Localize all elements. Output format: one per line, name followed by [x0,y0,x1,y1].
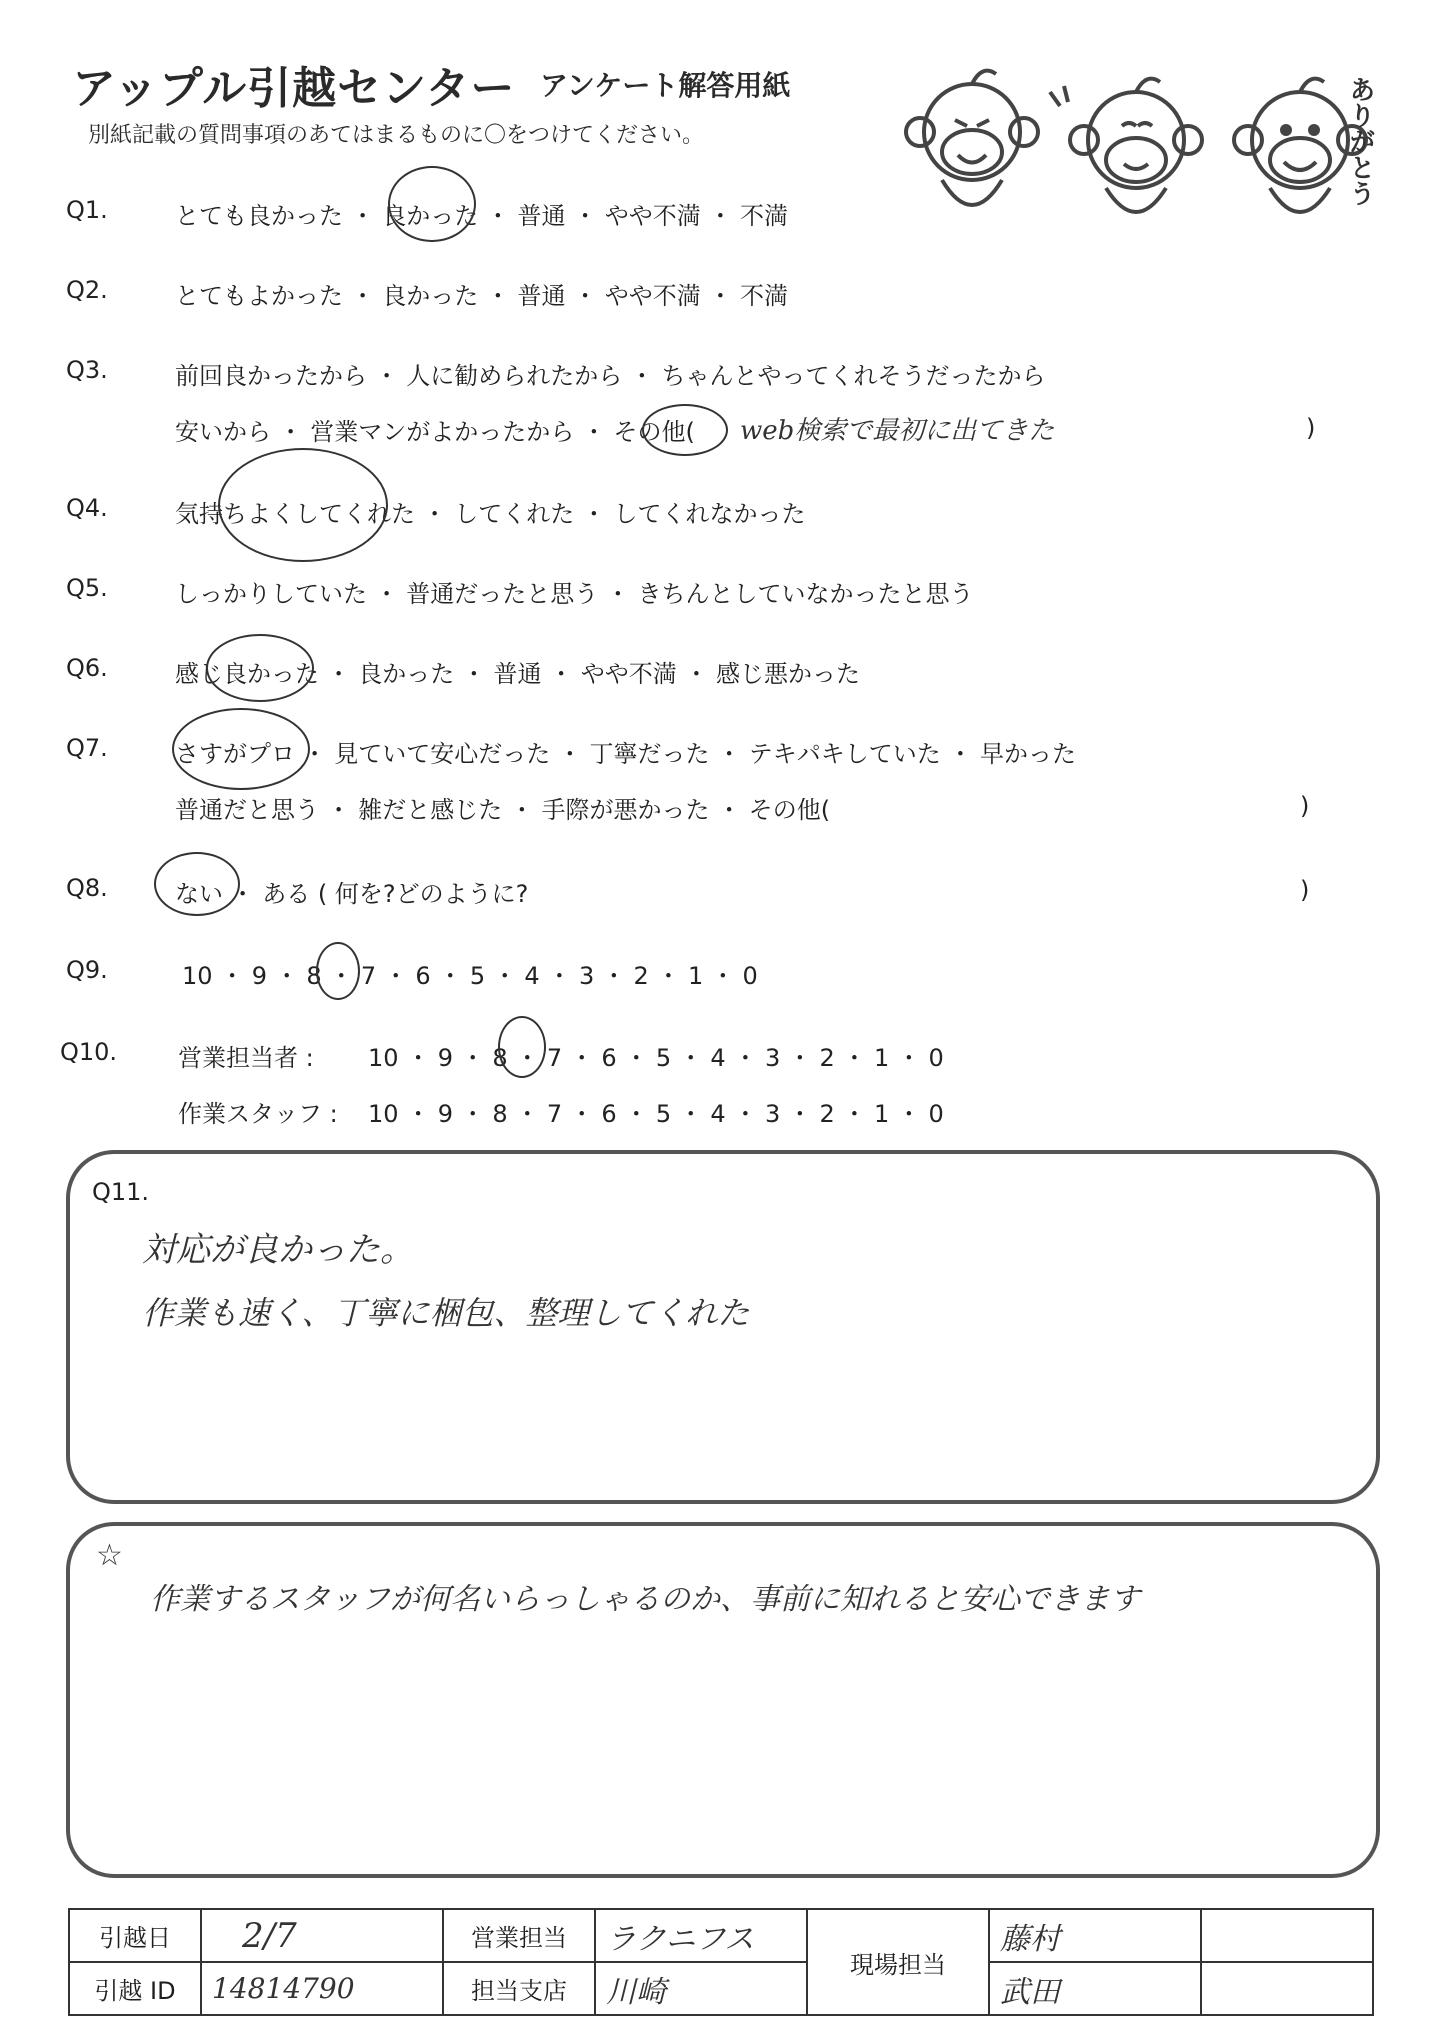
sales-staff-label: 営業担当 [443,1909,595,1962]
q11-comment-line2: 作業も速く、丁寧に梱包、整理してくれた [142,1294,750,1332]
move-info-table [68,1908,1374,2016]
q2-number: Q2. [66,276,108,304]
q11-label: Q11. [92,1178,150,1206]
company-name: アップル引越センター [72,63,516,114]
site-staff-value-1: 藤村 [989,1909,1201,1962]
q3-options-line2: 安いから ・ 営業マンがよかったから ・ その他( [175,418,695,446]
q3-options-line1: 前回良かったから ・ 人に勧められたから ・ ちゃんとやってくれそうだったから [175,362,1046,390]
q1-answer-circle [388,166,476,242]
q7-options-line2: 普通だと思う ・ 雑だと感じた ・ 手際が悪かった ・ その他( [175,796,831,824]
q3-close-paren: ) [1306,414,1316,442]
q5-options: しっかりしていた ・ 普通だったと思う ・ きちんとしていなかったと思う [175,580,974,608]
branch-label: 担当支店 [443,1962,595,2015]
move-id-label: 引越 ID [69,1962,201,2015]
q8-number: Q8. [66,874,108,902]
q7-answer-circle [172,708,310,790]
monkey-left-icon [906,71,1038,205]
q8-answer-circle [154,852,240,916]
q4-number: Q4. [66,494,108,522]
q3-handwritten-other: web検索で最初に出てきた [740,416,1055,446]
form-title: アンケート解答用紙 [540,69,791,102]
q10-sales-answer-circle [498,1016,546,1078]
mascot-illustration [900,60,1390,240]
q1-number: Q1. [66,196,108,224]
q7-close-paren: ) [1300,792,1310,820]
q7-options-line1: さすがプロ ・ 見ていて安心だった ・ 丁寧だった ・ テキパキしていた ・ 早かった [175,740,1077,768]
q8-close-paren: ) [1300,876,1310,904]
q8-options: ない ・ ある ( 何を?どのように? [175,880,529,908]
branch-value: 川崎 [595,1962,807,2015]
q9-number: Q9. [66,956,108,984]
q9-scale: 10 ・ 9 ・ 8 ・ 7 ・ 6 ・ 5 ・ 4 ・ 3 ・ 2 ・ 1 ・ 0 [182,962,758,990]
star-icon: ☆ [96,1538,123,1573]
q3-number: Q3. [66,356,108,384]
q9-answer-circle [316,942,360,1000]
request-comment-line1: 作業するスタッフが何名いらっしゃるのか、事前に知れると安心できます [150,1582,1140,1617]
q6-answer-circle [206,634,314,702]
instruction-text: 別紙記載の質問事項のあてはまるものに〇をつけてください。 [88,123,705,148]
site-staff-label: 現場担当 [807,1909,989,2015]
q10-staff-label: 作業スタッフ : [178,1100,338,1128]
q7-number: Q7. [66,734,108,762]
q4-answer-circle [218,448,388,562]
q11-comment-line1: 対応が良かった。 [142,1230,414,1270]
move-date-value: 2/7 [201,1909,443,1962]
q2-options: とてもよかった ・ 良かった ・ 普通 ・ やや不満 ・ 不満 [175,282,789,310]
q5-number: Q5. [66,574,108,602]
move-id-value: 14814790 [201,1962,443,2015]
thanks-vertical-text: ありがとう [1345,76,1375,206]
q4-options: 気持ちよくしてくれた ・ してくれた ・ してくれなかった [175,500,806,528]
q10-number: Q10. [60,1038,118,1066]
q10-sales-label: 営業担当者 : [178,1044,314,1072]
q6-number: Q6. [66,654,108,682]
q10-sales-scale: 10 ・ 9 ・ 8 ・ 7 ・ 6 ・ 5 ・ 4 ・ 3 ・ 2 ・ 1 ・ 0 [368,1044,944,1072]
q6-options: 感じ良かった ・ 良かった ・ 普通 ・ やや不満 ・ 感じ悪かった [175,660,861,688]
move-date-label: 引越日 [69,1909,201,1962]
q1-options: とても良かった ・ 良かった ・ 普通 ・ やや不満 ・ 不満 [175,202,789,230]
q10-staff-scale: 10 ・ 9 ・ 8 ・ 7 ・ 6 ・ 5 ・ 4 ・ 3 ・ 2 ・ 1 ・ 0 [368,1100,944,1128]
site-staff-extra-1 [1201,1909,1373,1962]
monkey-middle-icon [1050,79,1202,212]
sales-staff-value: ラクニフス [595,1909,807,1962]
q3-answer-circle [642,404,728,456]
site-staff-value-2: 武田 [989,1962,1201,2015]
site-staff-extra-2 [1201,1962,1373,2015]
